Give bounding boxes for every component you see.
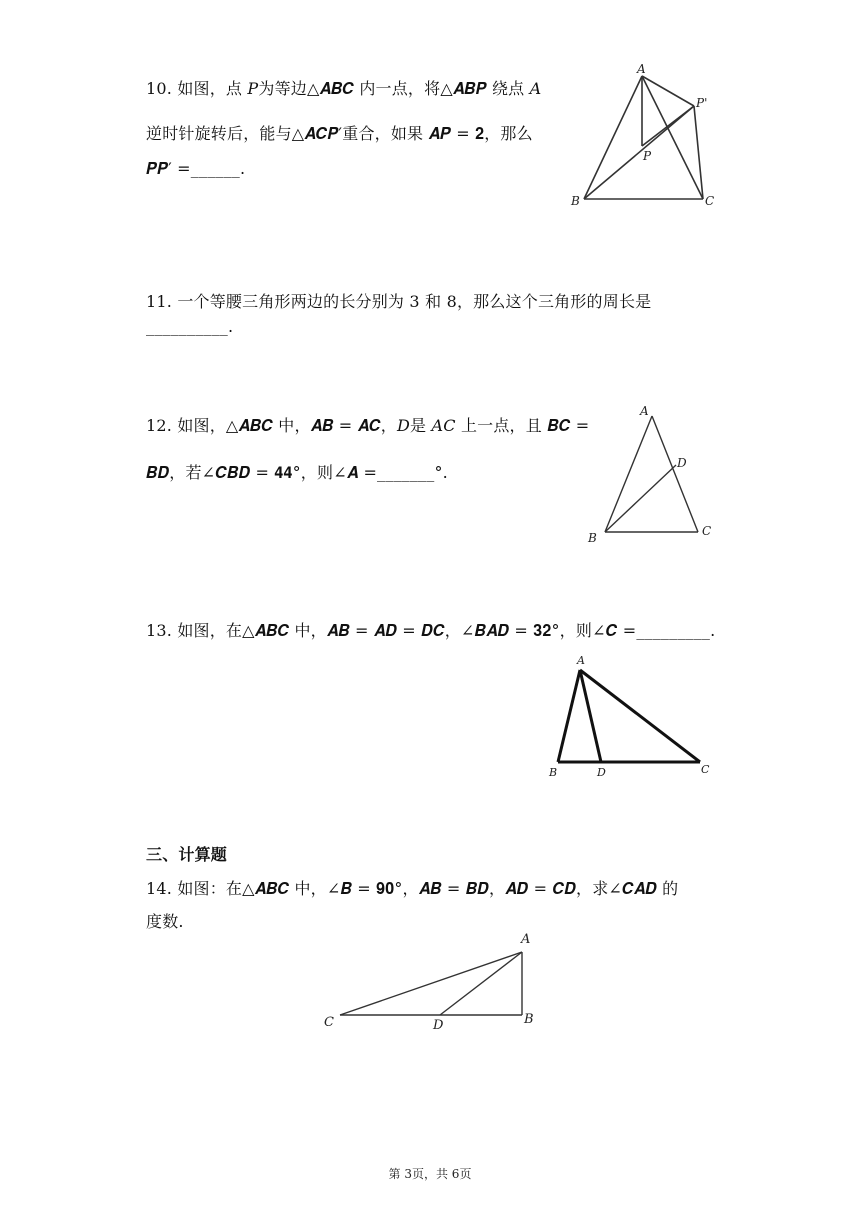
q13-label-c: C bbox=[701, 763, 710, 776]
q13-line-1: 13. 如图，在△𝑨𝑩𝑪 中，𝑨𝑩 = 𝑨𝑫 = 𝑫𝑪，∠𝑩𝑨𝑫 = 𝟑𝟐°，则∠𝑪 =_________. bbox=[146, 621, 716, 640]
q14-label-a: A bbox=[521, 932, 531, 947]
q13-label-b: B bbox=[549, 766, 558, 779]
q12-label-a: A bbox=[640, 404, 649, 418]
q10-line-3: 𝑷𝑷′ =______. bbox=[146, 159, 246, 178]
q10-label-a: A bbox=[637, 62, 646, 76]
q10-figure bbox=[566, 62, 726, 212]
q10-label-c: C bbox=[705, 194, 715, 208]
q10-line-1: 10. 如图，点 𝑃为等边△𝑨𝑩𝑪 内一点，将△𝑨𝑩𝑷 绕点 𝐴 bbox=[146, 79, 542, 98]
q10-label-p-prime: P' bbox=[696, 96, 708, 110]
q14-label-d: D bbox=[433, 1018, 444, 1033]
q13-label-a: A bbox=[577, 654, 585, 667]
q10-label-p: P bbox=[643, 149, 652, 163]
q12-label-c: C bbox=[702, 524, 712, 538]
q12-label-d: D bbox=[677, 456, 687, 470]
q13-figure bbox=[544, 652, 724, 782]
q14-line-1: 14. 如图：在△𝑨𝑩𝑪 中，∠𝑩 = 𝟗𝟎°，𝑨𝑩 = 𝑩𝑫，𝑨𝑫 = 𝑪𝑫，求∠𝑪𝑨𝑫 的 bbox=[146, 879, 679, 898]
q11-line-1: 11. 一个等腰三角形两边的长分别为 3 和 8，那么这个三角形的周长是 bbox=[146, 292, 652, 311]
q12-line-2: 𝑩𝑫，若∠𝑪𝑩𝑫 = 𝟒𝟒°，则∠𝑨 =_______°. bbox=[146, 463, 448, 482]
q11-line-2: __________. bbox=[146, 317, 234, 336]
q13-label-d: D bbox=[597, 766, 606, 779]
q12-label-b: B bbox=[588, 531, 597, 545]
q14-label-b: B bbox=[524, 1012, 534, 1027]
q12-line-1: 12. 如图，△𝑨𝑩𝑪 中，𝑨𝑩 = 𝑨𝑪，𝐷是 𝐴𝐶 上一点，且 𝑩𝑪 = bbox=[146, 416, 590, 435]
q14-label-c: C bbox=[324, 1015, 334, 1030]
page-footer: 第 3页，共 6页 bbox=[388, 1167, 472, 1181]
q14-line-2: 度数. bbox=[146, 912, 184, 931]
q10-label-b: B bbox=[571, 194, 580, 208]
q12-figure bbox=[582, 402, 722, 548]
section-heading: 三、计算题 bbox=[146, 845, 228, 864]
q10-line-2: 逆时针旋转后，能与△𝑨𝑪𝑷′重合，如果 𝑨𝑷 = 𝟐，那么 bbox=[146, 124, 533, 143]
q14-figure bbox=[318, 926, 548, 1036]
